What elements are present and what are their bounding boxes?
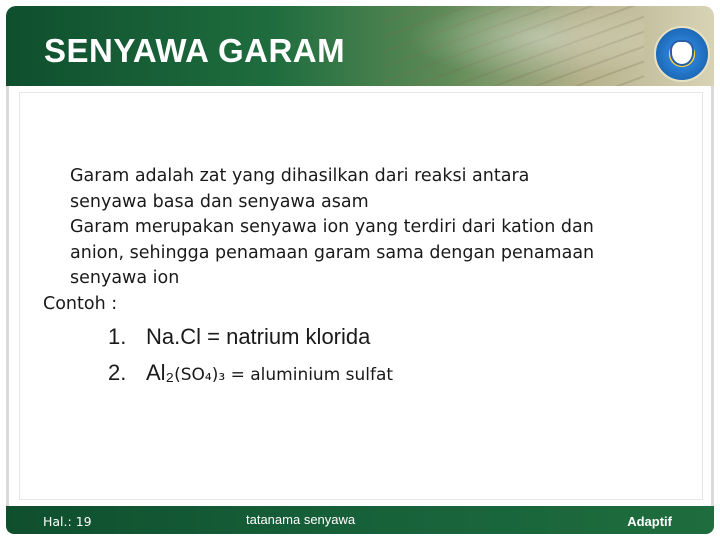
chemical-formula — [146, 360, 225, 385]
logo-emblem — [670, 40, 694, 66]
footer-band — [6, 506, 714, 534]
paragraph-line: senyawa ion — [70, 268, 180, 288]
list-number: 2. — [108, 360, 127, 385]
list-item — [108, 324, 370, 350]
footer-topic: tatanama senyawa — [246, 512, 356, 527]
paragraph-line: Garam merupakan senyawa ion yang terdiri dari kation dan — [70, 217, 594, 237]
formula-main: Al₂ — [146, 360, 175, 385]
paragraph-line: senyawa basa dan senyawa asam — [70, 191, 369, 212]
footer-label: Adaptif — [627, 514, 672, 529]
example-text: Na.Cl = natrium klorida — [146, 324, 371, 349]
page-number: Hal.: 19 — [43, 514, 92, 529]
paragraph-line: anion, sehingga penamaan garam sama dengan penamaan — [70, 242, 595, 263]
contoh-label: Contoh : — [43, 294, 118, 314]
header-decoration — [384, 6, 644, 86]
header-band — [6, 6, 714, 86]
list-item — [108, 360, 393, 386]
content-area — [19, 92, 703, 500]
slide-title: SENYAWA GARAM — [44, 32, 346, 69]
definition-paragraph-1 — [70, 164, 690, 215]
list-number: 1. — [108, 324, 127, 349]
example-description: = aluminium sulfat — [225, 365, 394, 385]
paragraph-line: Garam adalah zat yang dihasilkan dari reaksi antara — [70, 166, 530, 186]
ministry-logo-icon — [654, 26, 710, 82]
formula-rest: (SO₄)₃ — [174, 365, 226, 385]
definition-paragraph-2 — [70, 215, 690, 292]
